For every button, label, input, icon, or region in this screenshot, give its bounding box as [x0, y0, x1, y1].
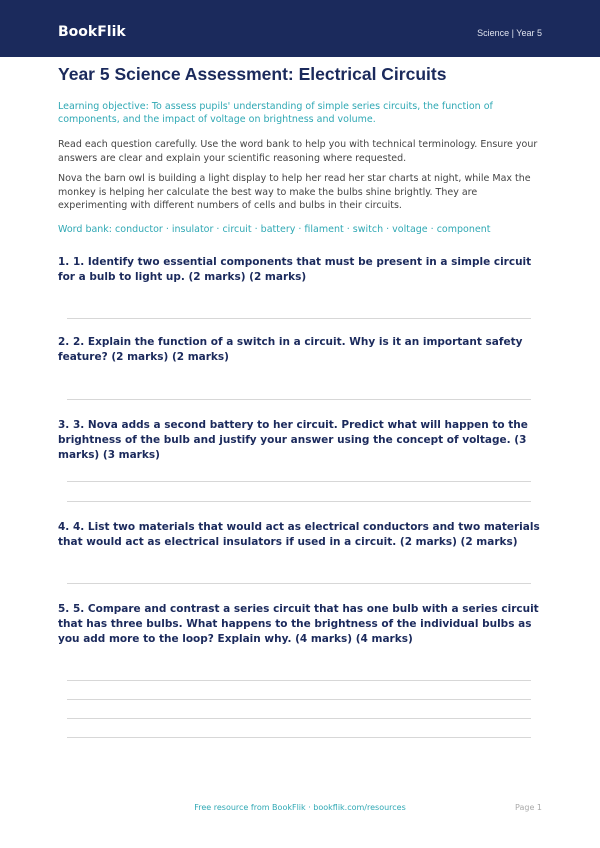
question-2: 2. 2. Explain the function of a switch in a circuit. Why is it an important safety feature? (2 marks) (2 marks) [58, 336, 523, 363]
answer-line[interactable] [67, 718, 531, 719]
subject-label: Science | Year 5 [477, 28, 542, 38]
page-title: Year 5 Science Assessment: Electrical Circuits [58, 64, 447, 84]
question-1: 1. 1. Identify two essential components that must be present in a simple circuit for a bulb to light up. (2 marks) (2 marks) [58, 256, 532, 283]
page-number: Page 1 [515, 803, 542, 812]
question-5: 5. 5. Compare and contrast a series circuit that has one bulb with a series circuit that has three bulbs. What happens to the brightness of the individual bulbs as you add more to the loop? Explain why. (4 marks) (4 marks) [58, 603, 539, 645]
answer-line[interactable] [67, 680, 531, 681]
footer-resource-link[interactable]: Free resource from BookFlik · bookflik.com/resources [194, 803, 406, 812]
answer-line[interactable] [67, 481, 531, 482]
question-3: 3. 3. Nova adds a second battery to her circuit. Predict what will happen to the brightness of the bulb and justify your answer using the concept of voltage. (3 marks) (3 marks) [58, 419, 528, 461]
word-bank: Word bank: conductor · insulator · circuit · battery · filament · switch · voltage · component [58, 224, 491, 235]
learning-objective: Learning objective: To assess pupils' understanding of simple series circuits, the function of components, and the impact of voltage on brightness and volume. [58, 101, 493, 125]
answer-line[interactable] [67, 699, 531, 700]
instructions-paragraph: Read each question carefully. Use the word bank to help you with technical terminology. Ensure your answers are clear and explain your scientific reasoning where requested. [58, 139, 538, 164]
question-4: 4. 4. List two materials that would act as electrical conductors and two materials that would act as electrical insulators if used in a circuit. (2 marks) (2 marks) [58, 521, 540, 548]
answer-line[interactable] [67, 501, 531, 502]
answer-line[interactable] [67, 583, 531, 584]
answer-line[interactable] [67, 318, 531, 319]
brand-logo[interactable]: BookFlik [58, 24, 126, 40]
header-bar [0, 0, 600, 57]
answer-line[interactable] [67, 399, 531, 400]
scenario-paragraph: Nova the barn owl is building a light display to help her read her star charts at night, while Max the monkey is helping her calculate the best way to make the bulbs shine brightly. They are experimenting with different numbers of cells and bulbs in their circuits. [58, 173, 531, 211]
answer-line[interactable] [67, 737, 531, 738]
